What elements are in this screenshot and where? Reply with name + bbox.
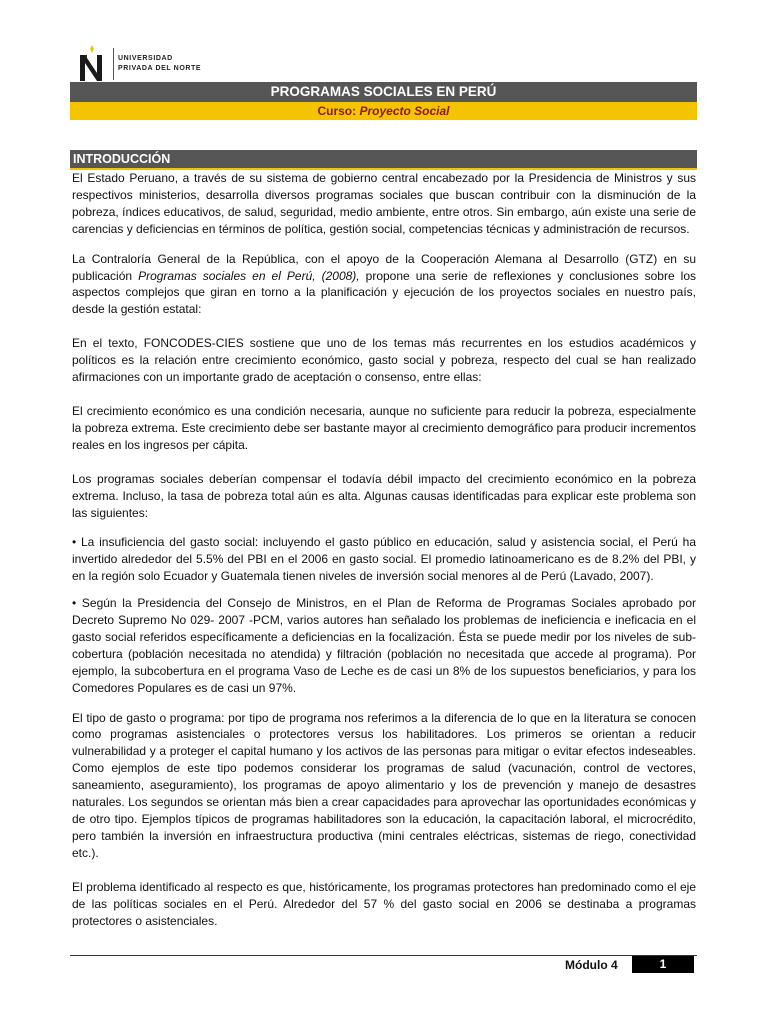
logo-line-2: PRIVADA DEL NORTE xyxy=(118,65,202,72)
paragraph-4: El crecimiento económico es una condición necesaria, aunque no suficiente para reducir la pobreza, especialmente la pobreza extrema. Este crecimiento debe ser bastante mayor al crecimiento demográfico para producir incrementos reales en los ingresos per cápita. xyxy=(72,403,696,452)
section-heading: INTRODUCCIÓN xyxy=(70,150,697,168)
paragraph-1: El Estado Peruano, a través de su sistema de gobierno central encabezado por la Presidencia de Ministros y sus respectivos ministerios, desarrolla diversos programas sociales que buscan contribuir con la disminución de la pobreza, índices educativos, de salud, seguridad, medio ambiente, entre otros. Sin embargo, aún existe una serie de carencias y deficiencias en términos de política, gestión social, competencias técnicas y administración de recursos. xyxy=(72,171,696,236)
page-number: 1 xyxy=(632,956,694,973)
document-title: PROGRAMAS SOCIALES EN PERÚ xyxy=(70,82,697,102)
bullet-2: • Según la Presidencia del Consejo de Ministros, en el Plan de Reforma de Programas Sociales aprobado por Decreto Supremo No 029- 2007 -PCM, varios autores han señalado los problemas de ineficiencia e ineficacia en el gasto social referidos específicamente a deficiencias en la focalización. Ésta se puede medir por los niveles de sub-cobertura (población necesitada no atendida) y filtración (población no necesitada que accede al programa). Por ejemplo, la subcobertura en el programa Vaso de Leche es de casi un 8% de los supuestos beneficiarios, y para los Comedores Populares es de casi un 97%. xyxy=(72,596,696,695)
footer-divider xyxy=(70,955,697,956)
paragraph-6: El tipo de gasto o programa: por tipo de programa nos referimos a la diferencia de lo que en la literatura se conocen como programas asistenciales o protectores versus los habilitadores. Los primeros se orientan a reducir vulnerabilidad y a proteger el capital humano y los activos de las personas para mitigar o evitar efectos indeseables. Como ejemplos de este tipo podemos considerar los programas de salud (vacunación, control de vectores, saneamiento, aseguramiento), los programas de apoyo alimentario y los de prevención y manejo de desastres naturales. Los segundos se orientan más bien a crear capacidades para aprovechar las oportunidades económicas y de otro tipo. Ejemplos típicos de programas habilitadores son la educación, la capacitación laboral, el microcrédito, pero también la inversión en infraestructura productiva (mini centrales eléctricas, sistemas de riego, conectividad etc.). xyxy=(72,710,696,860)
paragraph-2-end: propone una serie de reflexiones y conclusiones sobre los aspectos complejos que giran en torno a la planificación y ejecución de los proyectos sociales en nuestro país, desde la gestión estatal: xyxy=(72,268,697,317)
paragraph-7: El problema identificado al respecto es que, históricamente, los programas protectores han predominado como el eje de las políticas sociales en el Perú. Alrededor del 57 % del gasto social en 2006 se destinaba a programas protectores o asistenciales. xyxy=(72,879,696,928)
paragraph-2-start: La Contraloría General de la República, con el apoyo de la Cooperación Alemana al Desarrollo (GTZ) en su publicación xyxy=(72,251,696,283)
course-subtitle xyxy=(70,102,697,120)
course-label: Curso: xyxy=(317,104,357,118)
paragraph-3: En el texto, FONCODES-CIES sostiene que uno de los temas más recurrentes en los estudios académicos y políticos es la relación entre crecimiento económico, gasto social y pobreza, respecto del cual se han realizado afirmaciones con un importante grado de aceptación o consenso, entre ellas: xyxy=(72,336,696,385)
logo-divider xyxy=(113,48,114,80)
paragraph-2 xyxy=(72,251,696,319)
course-name: Proyecto Social xyxy=(359,104,450,118)
publication-title: Programas sociales en el Perú, (2008), xyxy=(138,268,360,283)
bullet-1: • La insuficiencia del gasto social: incluyendo el gasto público en educación, salud y asistencia social, el Perú ha invertido alrededor del 5.5% del PBI en el 2006 en gasto social. El promedio latinoamericano es de 8.2% del PBI, y en la región solo Ecuador y Guatemala tienen niveles de inversión social menores al de Perú (Lavado, 2007). xyxy=(72,535,696,584)
logo-line-1: UNIVERSIDAD xyxy=(118,55,173,62)
university-logo xyxy=(74,42,204,82)
document-body xyxy=(72,170,696,946)
paragraph-5: Los programas sociales deberían compensar el todavía débil impacto del crecimiento económico en la pobreza extrema. Incluso, la tasa de pobreza total aún es alta. Algunas causas identificadas para explicar este problema son las siguientes: xyxy=(72,471,696,520)
logo-n-icon xyxy=(74,42,110,82)
footer-module: Módulo 4 xyxy=(565,958,618,972)
logo-text xyxy=(118,54,201,74)
